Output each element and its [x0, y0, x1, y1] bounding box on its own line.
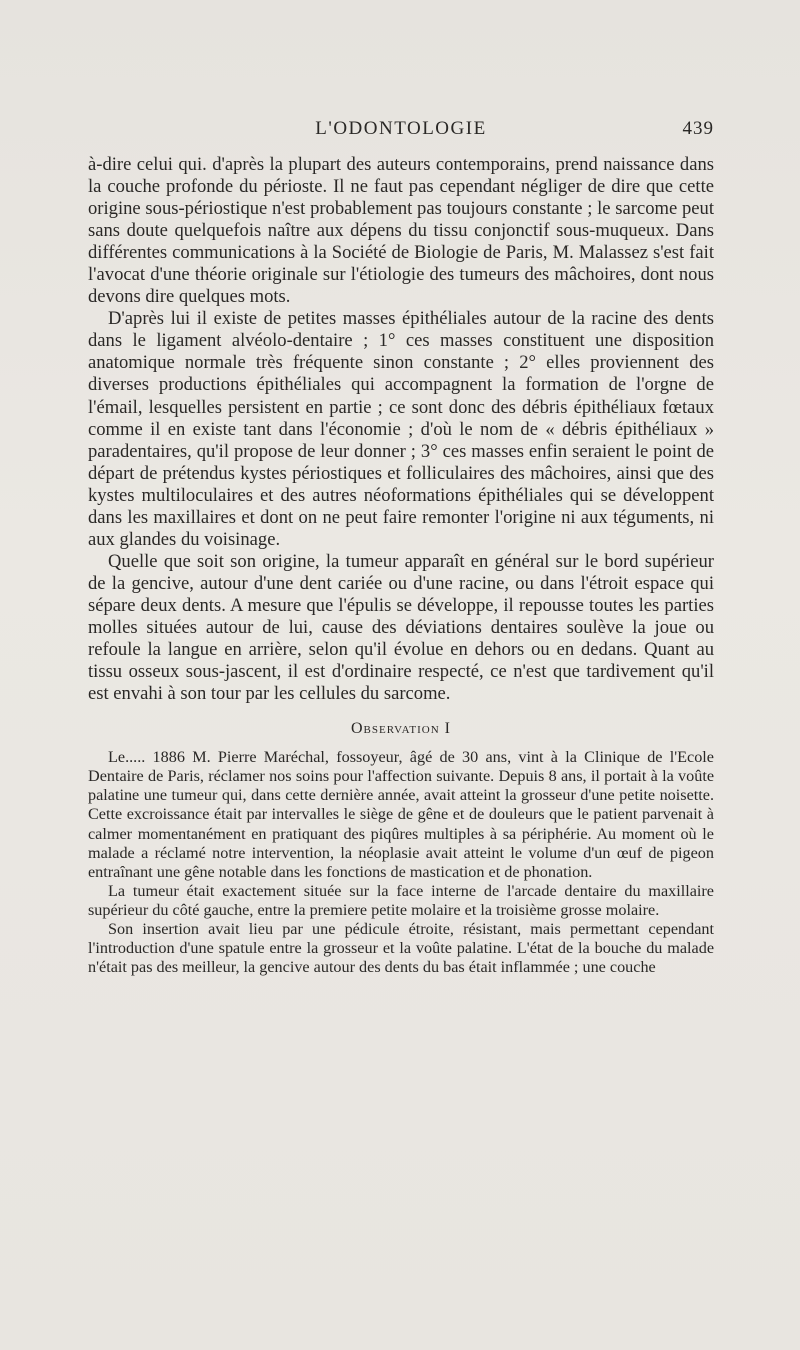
paragraph: D'après lui il existe de petites masses épithéliales autour de la racine des dents dans le ligament alvéolo-dentaire ; 1° ces masses constituent une disposition anatomique normale très fréquente sinon constante ; 2° elles proviennent des diverses productions épithéliales qui accompagnent la formation de l'orgne de l'émail, lesquelles persistent en partie ; ce sont donc des débris épithéliaux fœtaux comme il en existe tant dans l'économie ; d'où le nom de « débris épithéliaux » paradentaires, qu'il propose de leur donner ; 3° ces masses enfin seraient le point de départ de prétendus kystes périostiques et folliculaires des mâchoires, ainsi que des kystes multiloculaires et des autres néoformations épithéliales qui se développent dans les maxillaires et dont on ne peut faire remonter l'origine ni aux téguments, ni aux glandes du voisinage.: [88, 308, 714, 550]
paragraph: Quelle que soit son origine, la tumeur apparaît en général sur le bord supérieur de la gencive, autour d'une dent cariée ou d'une racine, ou dans l'étroit espace qui sépare deux dents. A mesure que l'épulis se développe, il repousse toutes les parties molles situées autour de lui, cause des déviations dentaires soulève la joue ou refoule la langue en arrière, selon qu'il évolue en dehors ou en dedans. Quant au tissu osseux sous-jascent, il est d'ordinaire respecté, ce n'est que tardivement qu'il est envahi à son tour par les cellules du sarcome.: [88, 550, 714, 705]
page-number: 439: [682, 118, 714, 139]
observation-paragraph: Son insertion avait lieu par une pédicule étroite, résistant, mais permettant cependant l'introduction d'une spatule entre la grosseur et la voûte palatine. L'état de la bouche du malade n'était pas des meilleur, la gencive autour des dents du bas était inflammée ; une couche: [88, 920, 714, 977]
observation-paragraph: Le..... 1886 M. Pierre Maréchal, fossoyeur, âgé de 30 ans, vint à la Clinique de l'Ecole Dentaire de Paris, réclamer nos soins pour l'affection suivante. Depuis 8 ans, il portait à la voûte palatine une tumeur qui, dans cette dernière année, avait atteint la grosseur d'une petite noisette. Cette excroissance était par intervalles le siège de gêne et de douleurs que le patient parvenait à calmer momentanément en pratiquant des piqûres multiples à sa périphérie. Au moment où le malade a réclamé notre intervention, la néoplasie avait atteint le volume d'un œuf de pigeon entraînant une gêne notable dans les fonctions de mastication et de phonation.: [88, 748, 714, 881]
page-header: [88, 116, 714, 142]
running-title: L'ODONTOLOGIE: [315, 118, 487, 139]
observation-title: Observation I: [350, 720, 452, 738]
body-text: [88, 154, 714, 977]
paragraph: à-dire celui qui. d'après la plupart des auteurs contemporains, prend naissance dans la couche profonde du périoste. Il ne faut pas cependant négliger de dire que cette origine sous-périostique n'est probablement pas toujours constante ; le sarcome peut sans doute quelquefois naître aux dépens du tissu conjonctif sous-muqueux. Dans différentes communications à la Société de Biologie de Paris, M. Malassez s'est fait l'avocat d'une théorie originale sur l'étiologie des tumeurs des mâchoires, dont nous devons dire quelques mots.: [88, 154, 714, 308]
observation-paragraph: La tumeur était exactement située sur la face interne de l'arcade dentaire du maxillaire supérieur du côté gauche, entre la premiere petite molaire et la troisième grosse molaire.: [88, 881, 714, 919]
observation-text: [88, 748, 714, 977]
